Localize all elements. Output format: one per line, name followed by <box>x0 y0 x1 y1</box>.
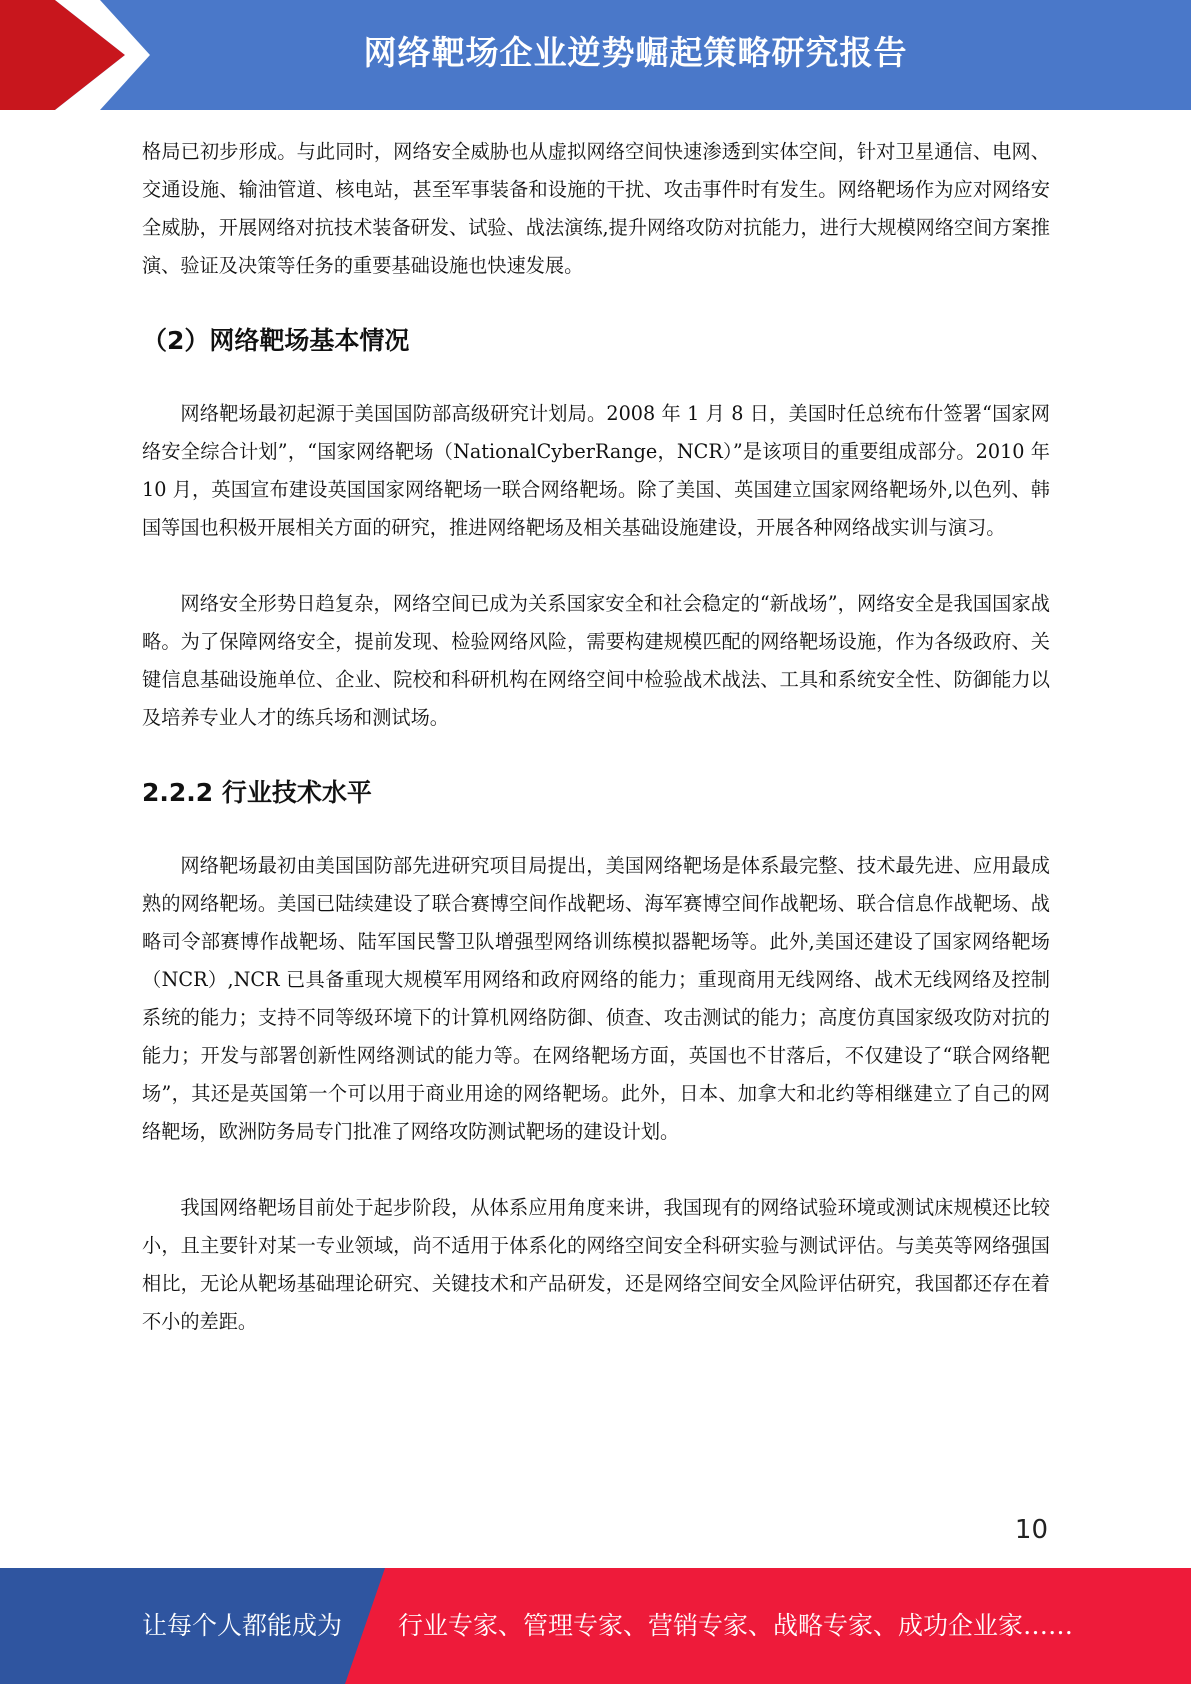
footer-slogan-left: 让每个人都能成为 <box>142 1611 343 1640</box>
paragraph-2: 网络靶场最初起源于美国国防部高级研究计划局。2008 年 1 月 8 日，美国时任总统布什签署“国家网络安全综合计划”，“国家网络靶场（NationalCyberRange，NCR）”是该项目的重要组成部分。2010 年 10 月，英国宣布建设英国国家网络靶场一联合网络靶场。除了美国、英国建立国家网络靶场外,以色列、韩国等国也积极开展相关方面的研究，推进网络靶场及相关基础设施建设，开展各种网络战实训与演习。 <box>142 402 1050 539</box>
page-content <box>142 133 1050 1341</box>
paragraph-5: 我国网络靶场目前处于起步阶段，从体系应用角度来讲，我国现有的网络试验环境或测试床规模还比较小，且主要针对某一专业领域，尚不适用于体系化的网络空间安全科研实验与测试评估。与美英等网络强国相比，无论从靶场基础理论研究、关键技术和产品研发，还是网络空间安全风险评估研究，我国都还存在着不小的差距。 <box>142 1196 1050 1333</box>
page-number: 10 <box>1014 1515 1048 1545</box>
page-header <box>0 0 1191 110</box>
section-heading-2: 2.2.2 行业技术水平 <box>142 778 372 807</box>
paragraph-4: 网络靶场最初由美国国防部先进研究项目局提出，美国网络靶场是体系最完整、技术最先进、应用最成熟的网络靶场。美国已陆续建设了联合赛博空间作战靶场、海军赛博空间作战靶场、联合信息作战靶场、战略司令部赛博作战靶场、陆军国民警卫队增强型网络训练模拟器靶场等。此外,美国还建设了国家网络靶场（NCR）,NCR 已具备重现大规模军用网络和政府网络的能力；重现商用无线网络、战术无线网络及控制系统的能力；支持不同等级环境下的计算机网络防御、侦查、攻击测试的能力；高度仿真国家级攻防对抗的能力；开发与部署创新性网络测试的能力等。在网络靶场方面，英国也不甘落后，不仅建设了“联合网络靶场”，其还是英国第一个可以用于商业用途的网络靶场。此外，日本、加拿大和北约等相继建立了自己的网络靶场，欧洲防务局专门批准了网络攻防测试靶场的建设计划。 <box>142 854 1050 1143</box>
report-title: 网络靶场企业逆势崛起策略研究报告 <box>363 33 908 72</box>
page-footer <box>0 1568 1191 1684</box>
footer-slogan-right: 行业专家、管理专家、营销专家、战略专家、成功企业家…… <box>398 1611 1074 1640</box>
paragraph-1: 格局已初步形成。与此同时，网络安全威胁也从虚拟网络空间快速渗透到实体空间，针对卫星通信、电网、交通设施、输油管道、核电站，甚至军事装备和设施的干扰、攻击事件时有发生。网络靶场作为应对网络安全威胁，开展网络对抗技术装备研发、试验、战法演练,提升网络攻防对抗能力，进行大规模网络空间方案推演、验证及决策等任务的重要基础设施也快速发展。 <box>142 140 1050 277</box>
section-heading-1: （2）网络靶场基本情况 <box>142 326 410 355</box>
paragraph-3: 网络安全形势日趋复杂，网络空间已成为关系国家安全和社会稳定的“新战场”，网络安全是我国国家战略。为了保障网络安全，提前发现、检验网络风险，需要构建规模匹配的网络靶场设施，作为各级政府、关键信息基础设施单位、企业、院校和科研机构在网络空间中检验战术战法、工具和系统安全性、防御能力以及培养专业人才的练兵场和测试场。 <box>142 592 1050 729</box>
